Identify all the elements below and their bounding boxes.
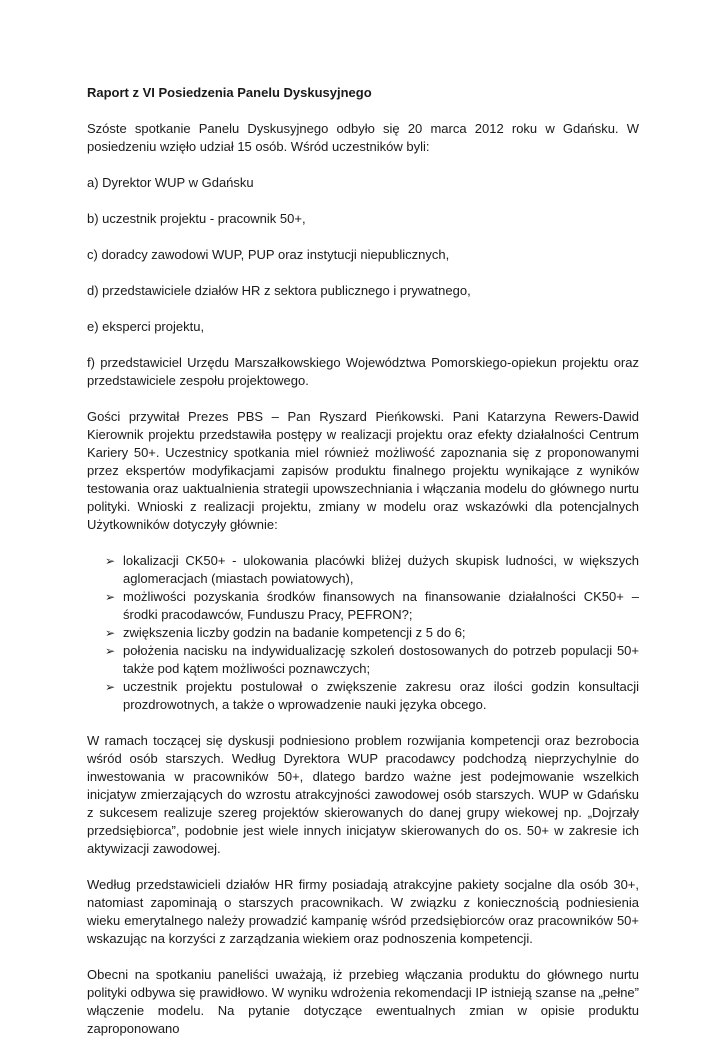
report-title: Raport z VI Posiedzenia Panelu Dyskusyjnego [87, 85, 372, 100]
arrow-bullet-icon: ➢ [105, 626, 116, 640]
intro-paragraph: Szóste spotkanie Panelu Dyskusyjnego odbyło się 20 marca 2012 roku w Gdańsku. W posiedzeniu wzięło udział 15 osób. Wśród uczestników byli: [87, 121, 639, 154]
participant-item: a) Dyrektor WUP w Gdańsku [87, 175, 254, 190]
guests-paragraph: Gości przywitał Prezes PBS – Pan Ryszard Pieńkowski. Pani Katarzyna Rewers-Dawid Kierownik projektu przedstawiła postępy w realizacji projektu oraz efekty działalności Centrum Kariery 50+. Uczestnicy spotkania miel również możliwość zapoznania się z proponowanymi przez ekspertów modyfikacjami zapisów produktu finalnego projektu wynikające z wyników testowania oraz uaktualnienia strategii upowszechniania i włączania modelu do głównego nurtu polityki. Wnioski z realizacji projektu, zmiany w modelu oraz wskazówki dla potencjalnych Użytkowników dotyczyły głównie: [87, 409, 639, 532]
list-item: ➢ lokalizacji CK50+ - ulokowania placówki bliżej dużych skupisk ludności, w większych aglomeracjach (miastach powiatowych), [105, 553, 639, 586]
participant-item: d) przedstawiciele działów HR z sektora publicznego i prywatnego, [87, 283, 471, 298]
participant-item: c) doradcy zawodowi WUP, PUP oraz instytucji niepublicznych, [87, 247, 450, 262]
list-item: ➢ zwiększenia liczby godzin na badanie kompetencji z 5 do 6; [105, 625, 466, 640]
participant-item: e) eksperci projektu, [87, 319, 205, 334]
arrow-bullet-icon: ➢ [105, 590, 116, 604]
list-item: ➢ położenia nacisku na indywidualizację szkoleń dostosowanych do potrzeb populacji 50+ także pod kątem możliwości poznawczych; [105, 643, 639, 676]
discussion-paragraph: W ramach toczącej się dyskusji podniesiono problem rozwijania kompetencji oraz bezrobocia wśród osób starszych. Według Dyrektora WUP pracodawcy podchodzą nieprzychylnie do inwestowania w pracowników 50+, dlatego bardzo ważne jest podejmowanie wszelkich inicjatyw zmierzających do wzrostu atrakcyjności zawodowej osób starszych. WUP w Gdańsku z sukcesem realizuje szereg projektów skierowanych do danej grupy wiekowej np. „Dojrzały przedsiębiorca”, podobnie jest wiele innych inicjatyw skierowanych do os. 50+ w zakresie ich aktywizacji zawodowej. [87, 733, 639, 856]
document-page [87, 84, 639, 1056]
hr-paragraph: Według przedstawicieli działów HR firmy posiadają atrakcyjne pakiety socjalne dla osób 30+, natomiast zapominają o starszych pracownikach. W związku z koniecznością podniesienia wieku emerytalnego należy prowadzić kampanię wśród przedsiębiorców oraz pracowników 50+ wskazując na korzyści z zarządzania wiekiem oraz podnoszenia kompetencji. [87, 877, 639, 946]
arrow-bullet-icon: ➢ [105, 644, 116, 658]
list-item: ➢ uczestnik projektu postulował o zwiększenie zakresu oraz ilości godzin konsultacji prozdrowotnych, a także o wprowadzenie nauki języka obcego. [105, 679, 639, 712]
final-paragraph: Obecni na spotkaniu paneliści uważają, iż przebieg włączania produktu do głównego nurtu polityki odbywa się prawidłowo. W wyniku wdrożenia rekomendacji IP istnieją szanse na „pełne” włączenie modelu. Na pytanie dotyczące ewentualnych zmian w opisie produktu zaproponowano [87, 967, 639, 1036]
arrow-bullet-icon: ➢ [105, 680, 116, 694]
list-item: ➢ możliwości pozyskania środków finansowych na finansowanie działalności CK50+ – środki pracodawców, Funduszu Pracy, PEFRON?; [105, 589, 639, 622]
arrow-bullet-icon: ➢ [105, 554, 116, 568]
participant-item: b) uczestnik projektu - pracownik 50+, [87, 211, 306, 226]
participant-item: f) przedstawiciel Urzędu Marszałkowskiego Województwa Pomorskiego-opiekun projektu oraz przedstawiciele zespołu projektowego. [87, 355, 639, 388]
conclusions-list [87, 552, 639, 714]
